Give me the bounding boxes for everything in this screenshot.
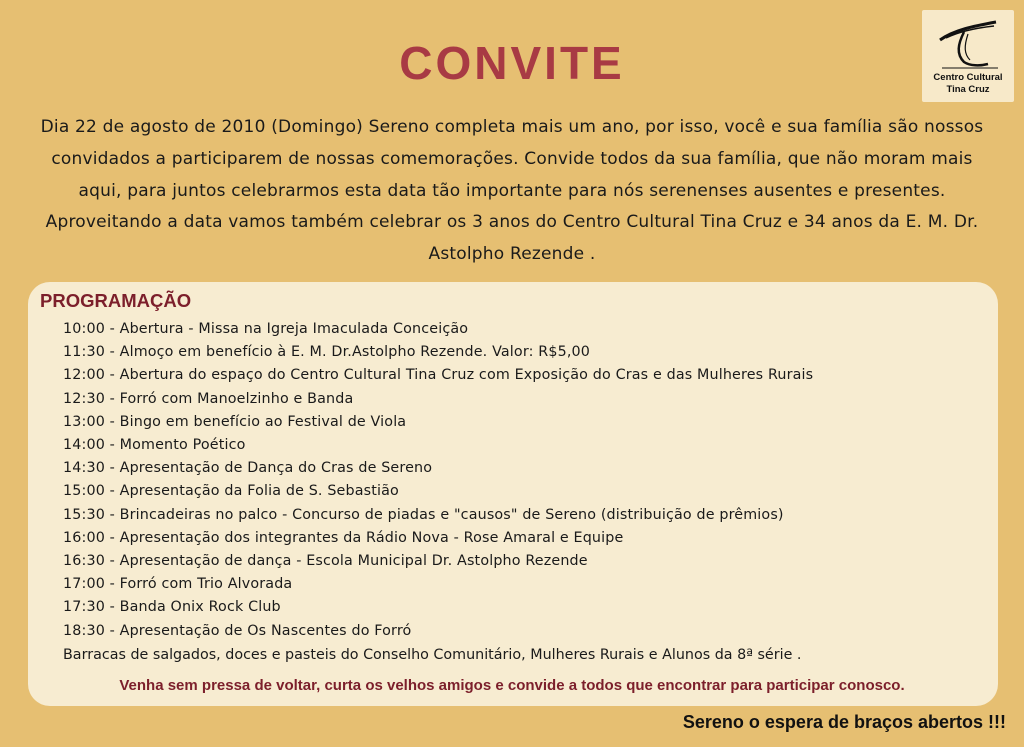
schedule-list [63,318,813,643]
schedule-item: 16:00 - Apresentação dos integrantes da Rádio Nova - Rose Amaral e Equipe [63,529,624,546]
schedule-item: 11:30 - Almoço em benefício à E. M. Dr.Astolpho Rezende. Valor: R$5,00 [63,344,591,361]
logo-line-1: Centro Cultural [933,72,1003,83]
schedule-item: 14:00 - Momento Poético [63,437,246,454]
schedule-item: 15:30 - Brincadeiras no palco - Concurso de piadas e "causos" de Sereno (distribuição de prêmios) [63,506,784,523]
stands-note: Barracas de salgados, doces e pasteis do Conselho Comunitário, Mulheres Rurais e Alunos da 8ª série . [63,647,802,663]
schedule-item: 13:00 - Bingo em benefício ao Festival de Viola [63,413,407,430]
schedule-item: 16:30 - Apresentação de dança - Escola Municipal Dr. Astolpho Rezende [63,553,588,570]
schedule-item: 15:00 - Apresentação da Folia de S. Sebastião [63,483,399,500]
schedule-item: 18:30 - Apresentação de Os Nascentes do Forró [63,622,412,639]
page-title: CONVITE [399,37,625,89]
schedule-item: 12:00 - Abertura do espaço do Centro Cultural Tina Cruz com Exposição do Cras e das Mulheres Rurais [63,367,814,384]
schedule-heading: PROGRAMAÇÃO [40,290,192,311]
centro-cultural-logo [922,10,1014,102]
invitation-text: Dia 22 de agosto de 2010 (Domingo) Sereno completa mais um ano, por isso, você e sua família são nossos convidados a participarem de nossas comemorações. Convide todos da sua família, que não moram mais aqui, para juntos celebrarmos esta data tão importante para nós serenenses ausentes e presentes. Aproveitando a data vamos também celebrar os 3 anos do Centro Cultural Tina Cruz e 34 anos da E. M. Dr. Astolpho Rezende . [40,117,984,265]
schedule-item: 17:00 - Forró com Trio Alvorada [63,576,293,593]
schedule-item: 14:30 - Apresentação de Dança do Cras de Sereno [63,460,433,477]
schedule-item: 17:30 - Banda Onix Rock Club [63,599,281,616]
schedule-item: 10:00 - Abertura - Missa na Igreja Imaculada Conceição [63,321,469,337]
closing-message: Venha sem pressa de voltar, curta os velhos amigos e convide a todos que encontrar para participar conosco. [119,677,905,694]
schedule-item: 12:30 - Forró com Manoelzinho e Banda [63,390,354,407]
footer-tagline: Sereno o espera de braços abertos !!! [682,712,1006,732]
logo-mark-icon [934,18,1002,70]
logo-line-2: Tina Cruz [946,84,990,95]
